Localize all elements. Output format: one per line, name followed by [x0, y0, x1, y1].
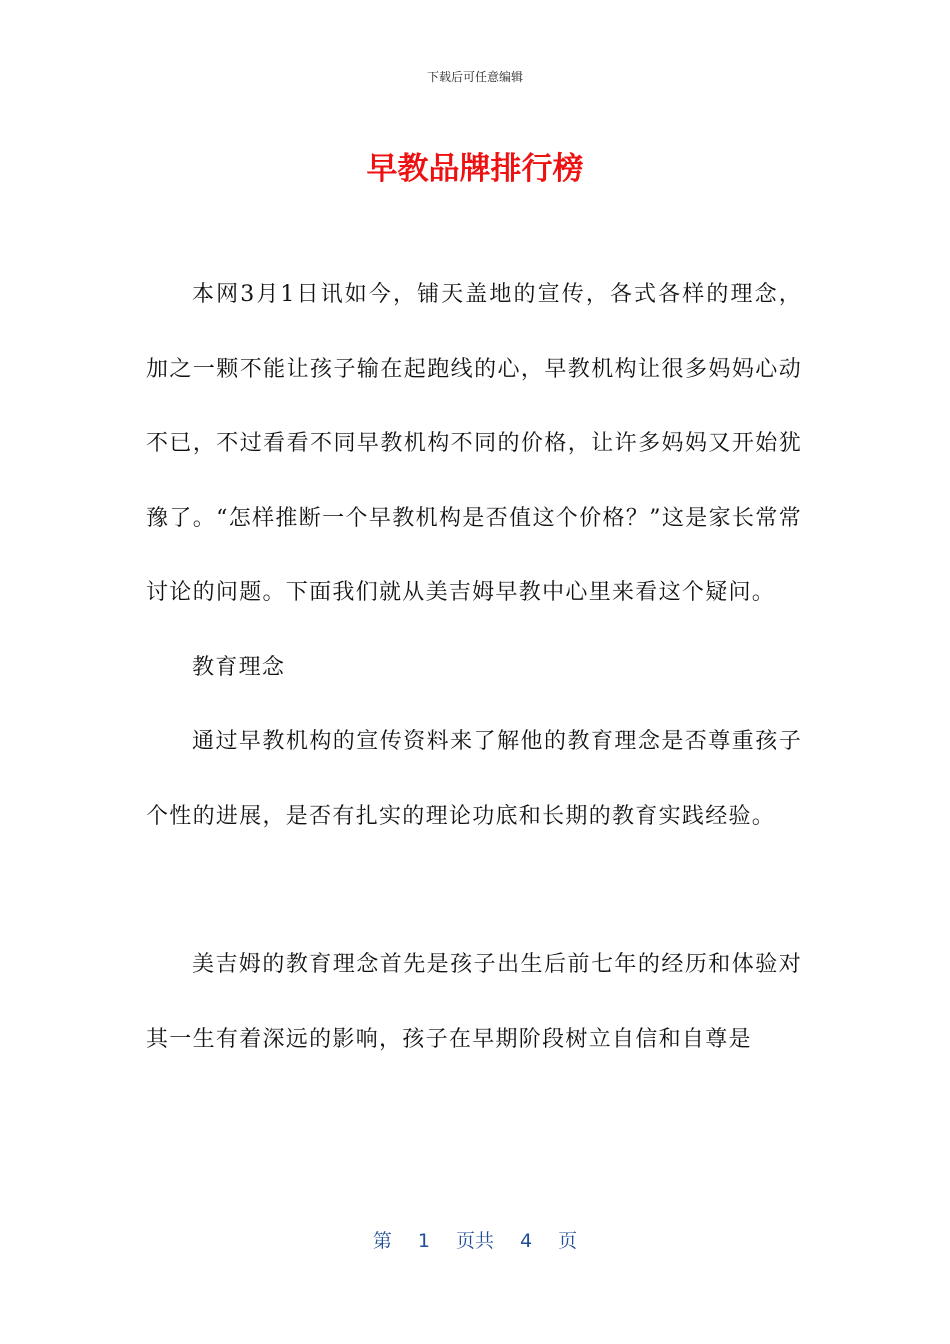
page-footer: [0, 1226, 950, 1253]
footer-current-page: 1: [417, 1230, 430, 1252]
document-body: [146, 258, 802, 1077]
header-note: 下载后可任意编辑: [426, 70, 523, 84]
paragraph-gymboree-philosophy: 美吉姆的教育理念首先是孩子出生后前七年的经历和体验对其一生有着深远的影响，孩子在早期阶段树立自信和自尊是: [146, 952, 802, 1052]
section-heading-education-philosophy: 教育理念: [192, 654, 286, 680]
paragraph-intro: 本网3月1日讯如今，铺天盖地的宣传，各式各样的理念，加之一颗不能让孩子输在起跑线的心，早教机构让很多妈妈心动不已，不过看看不同早教机构不同的价格，让许多妈妈又开始犹豫了。“怎样推断一个早教机构是否值这个价格？”这是家长常常讨论的问题。下面我们就从美吉姆早教中心里来看这个疑问。: [146, 282, 802, 605]
footer-label-page-end: 页: [558, 1230, 578, 1252]
footer-label-page-of: 页共: [455, 1230, 494, 1252]
footer-label-page: 第: [372, 1230, 392, 1252]
paragraph-philosophy-check: 通过早教机构的宣传资料来了解他的教育理念是否尊重孩子个性的进展，是否有扎实的理论功底和长期的教育实践经验。: [146, 729, 802, 829]
document-title: 早教品牌排行榜: [366, 151, 584, 187]
footer-total-pages: 4: [520, 1230, 533, 1252]
